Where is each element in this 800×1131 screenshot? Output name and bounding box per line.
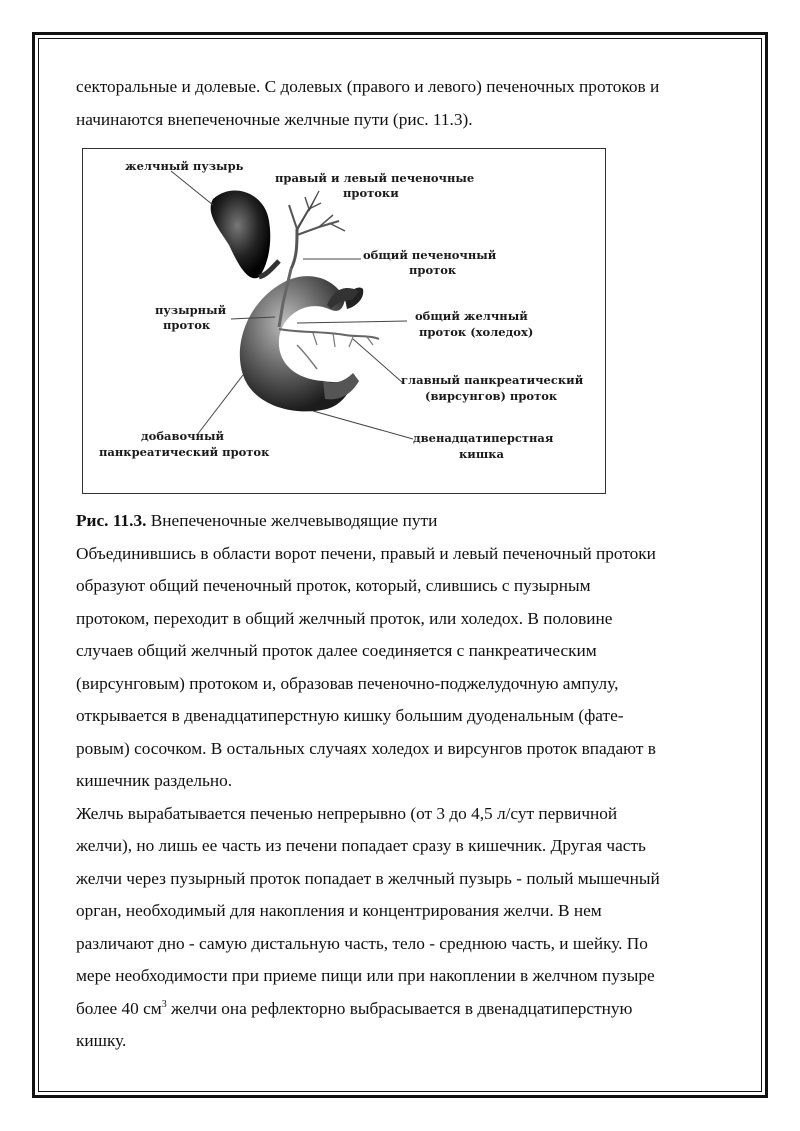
text-line: (вирсунговым) протоком и, образовав печеночно-поджелудочную ампулу, (76, 673, 619, 693)
label-common-bile-line1: общий желчный (415, 309, 528, 323)
text-line: Объединившись в области ворот печени, правый и левый печеночный протоки (76, 543, 656, 563)
text-line: случаев общий желчный проток далее соединяется с панкреатическим (76, 641, 597, 660)
text-line: ровым) сосочком. В остальных случаях холедох и вирсунгов проток впадают в (76, 738, 656, 758)
body-text (76, 505, 726, 1058)
label-right-left-ducts-line2: протоки (343, 186, 399, 200)
text-line: кишечник раздельно. (76, 771, 233, 790)
text-line: секторальные и долевые. С долевых (правого и левого) печеночных протоков и (76, 77, 660, 96)
text-line: желчи), но лишь ее часть из печени попадает сразу в кишечник. Другая часть (76, 836, 646, 855)
caption-number: Рис. 11.3. (76, 511, 147, 530)
text-line: протоком, переходит в общий желчный проток, или холедох. В половине (76, 608, 613, 628)
label-cystic-line1: пузырный (155, 303, 227, 317)
label-duodenum-line2: кишка (459, 447, 504, 461)
text-line: открывается в двенадцатиперстную кишку большим дуоденальным (фате- (76, 706, 624, 725)
text-line: орган, необходимый для накопления и концентрирования желчи. В нем (76, 901, 602, 920)
label-accessory-line1: добавочный (141, 429, 225, 443)
figure-caption (76, 505, 726, 538)
label-main-pancreatic-line1: главный панкреатический (401, 373, 584, 387)
text-line: образуют общий печеночный проток, который, слившись с пузырным (76, 576, 591, 595)
text-line: кишку. (76, 1031, 127, 1050)
superscript: 3 (161, 998, 167, 1010)
text-line: Желчь вырабатывается печенью непрерывно (от 3 до 4,5 л/сут первичной (76, 803, 618, 823)
label-cystic-line2: проток (163, 318, 211, 332)
label-accessory-line2: панкреатический проток (99, 445, 270, 459)
text-segment: желчи она рефлекторно выбрасывается в двенадцатиперстную (166, 998, 633, 1018)
label-duodenum-line1: двенадцатиперстная (413, 431, 554, 445)
text-line-with-superscript (76, 993, 726, 1026)
text-line: различают дно - самую дистальную часть, тело - среднюю часть, и шейку. По (76, 933, 648, 953)
label-right-left-ducts-line1: правый и левый печеночные (275, 171, 475, 185)
label-common-bile-line2: проток (холедох) (419, 325, 534, 339)
text-line: мере необходимости при приеме пищи или при накоплении в желчном пузыре (76, 966, 655, 985)
text-line: начинаются внепеченочные желчные пути (рис. 11.3). (76, 109, 473, 129)
label-common-hepatic-line2: проток (409, 263, 457, 277)
figure-biliary-ducts (82, 148, 606, 494)
caption-text: Внепеченочные желчевыводящие пути (146, 511, 438, 530)
label-main-pancreatic-line2: (вирсунгов) проток (425, 389, 558, 403)
text-segment: более 40 см (76, 998, 162, 1018)
intro-paragraph (76, 71, 726, 136)
label-gallbladder: желчный пузырь (125, 159, 244, 173)
text-line: желчи через пузырный проток попадает в желчный пузырь - полый мышечный (76, 868, 660, 888)
label-common-hepatic-line1: общий печеночный (363, 248, 497, 262)
